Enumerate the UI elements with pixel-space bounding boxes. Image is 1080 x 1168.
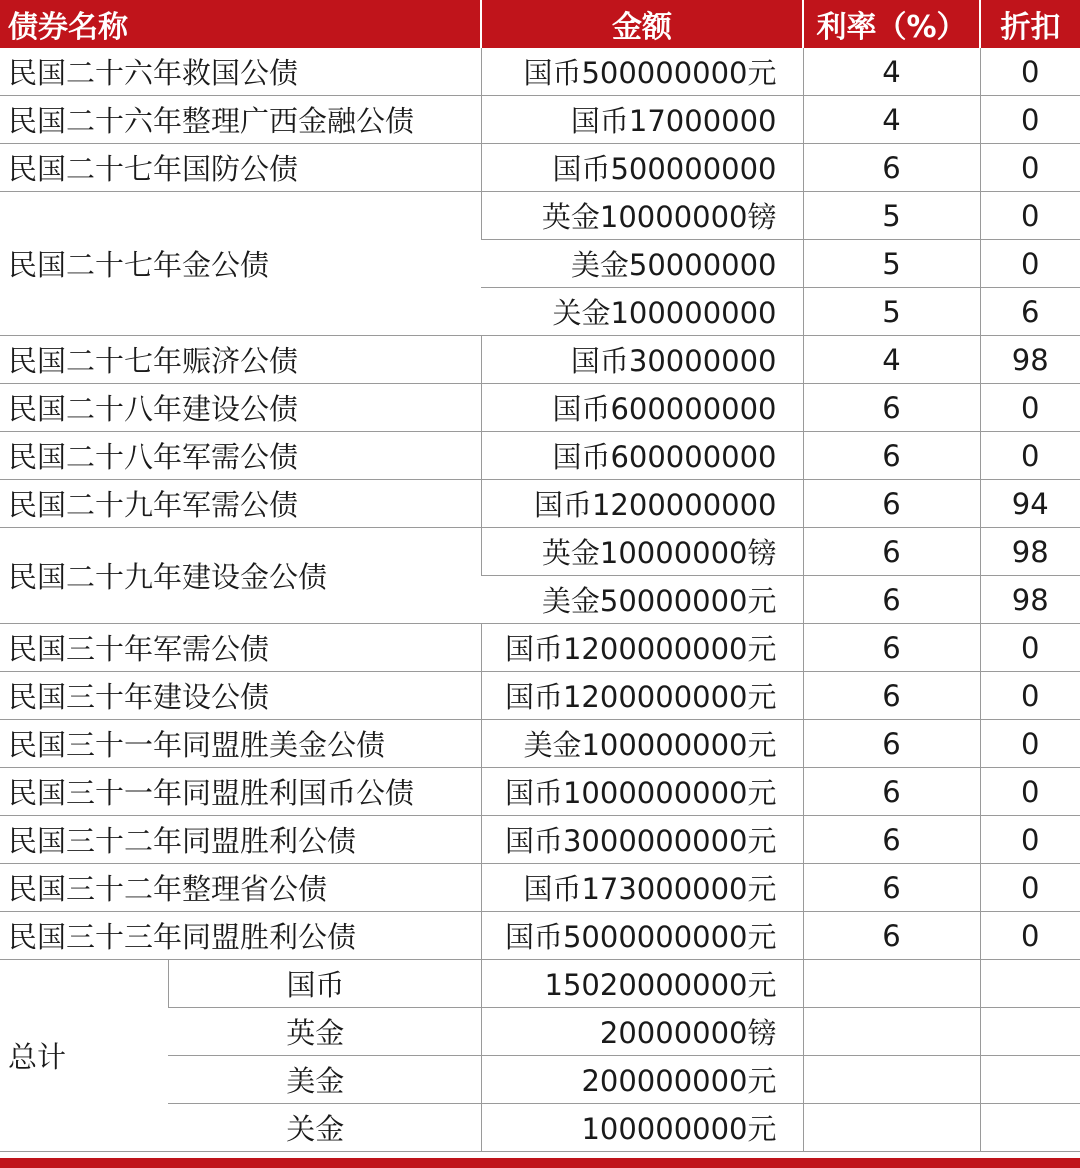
total-discount-empty (980, 1104, 1080, 1152)
table-row (0, 672, 1080, 720)
bond-name-cell: 民国二十八年建设公债 (0, 384, 481, 432)
total-currency-cell: 国币 (168, 960, 481, 1008)
total-currency-cell: 英金 (168, 1008, 481, 1056)
amount-cell: 英金10000000镑 (481, 528, 803, 576)
discount-cell: 0 (980, 240, 1080, 288)
rate-cell: 6 (803, 480, 980, 528)
rate-cell: 6 (803, 912, 980, 960)
rate-cell: 5 (803, 192, 980, 240)
bond-table-body (0, 48, 1080, 1152)
header-row (0, 0, 1080, 48)
amount-cell: 美金50000000 (481, 240, 803, 288)
amount-cell: 国币1000000000元 (481, 768, 803, 816)
amount-cell: 国币500000000 (481, 144, 803, 192)
rate-cell: 6 (803, 528, 980, 576)
bond-name-cell: 民国三十年军需公债 (0, 624, 481, 672)
total-row (0, 960, 1080, 1008)
table-row (0, 816, 1080, 864)
discount-cell: 0 (980, 720, 1080, 768)
header-amount: 金额 (481, 0, 803, 48)
discount-cell: 0 (980, 144, 1080, 192)
total-rate-empty (803, 1056, 980, 1104)
bond-name-cell: 民国三十二年整理省公债 (0, 864, 481, 912)
discount-cell: 0 (980, 432, 1080, 480)
discount-cell: 98 (980, 336, 1080, 384)
rate-cell: 6 (803, 816, 980, 864)
amount-cell: 国币600000000 (481, 384, 803, 432)
total-rate-empty (803, 1104, 980, 1152)
header-rate: 利率（%） (803, 0, 980, 48)
total-amount-cell: 20000000镑 (481, 1008, 803, 1056)
total-rate-empty (803, 1008, 980, 1056)
discount-cell: 0 (980, 48, 1080, 96)
amount-cell: 美金100000000元 (481, 720, 803, 768)
bond-name-cell: 民国二十八年军需公债 (0, 432, 481, 480)
table-row (0, 720, 1080, 768)
discount-cell: 98 (980, 528, 1080, 576)
amount-cell: 国币173000000元 (481, 864, 803, 912)
bond-name-cell: 民国二十六年救国公债 (0, 48, 481, 96)
discount-cell: 0 (980, 192, 1080, 240)
total-currency-cell: 关金 (168, 1104, 481, 1152)
rate-cell: 6 (803, 576, 980, 624)
discount-cell: 0 (980, 672, 1080, 720)
rate-cell: 4 (803, 48, 980, 96)
table-row (0, 48, 1080, 96)
bond-name-cell: 民国三十一年同盟胜美金公债 (0, 720, 481, 768)
bond-name-cell: 民国二十七年赈济公债 (0, 336, 481, 384)
amount-cell: 关金100000000 (481, 288, 803, 336)
table-row (0, 864, 1080, 912)
rate-cell: 5 (803, 240, 980, 288)
rate-cell: 5 (803, 288, 980, 336)
total-label-cell: 总计 (0, 960, 168, 1152)
bond-name-cell: 民国二十九年军需公债 (0, 480, 481, 528)
discount-cell: 98 (980, 576, 1080, 624)
amount-cell: 美金50000000元 (481, 576, 803, 624)
table-row (0, 384, 1080, 432)
rate-cell: 6 (803, 624, 980, 672)
rate-cell: 4 (803, 96, 980, 144)
rate-cell: 4 (803, 336, 980, 384)
discount-cell: 0 (980, 624, 1080, 672)
table-row (0, 528, 1080, 576)
amount-cell: 国币1200000000元 (481, 672, 803, 720)
table-row (0, 144, 1080, 192)
amount-cell: 国币30000000 (481, 336, 803, 384)
discount-cell: 0 (980, 816, 1080, 864)
bond-name-cell: 民国三十年建设公债 (0, 672, 481, 720)
amount-cell: 国币500000000元 (481, 48, 803, 96)
amount-cell: 国币600000000 (481, 432, 803, 480)
rate-cell: 6 (803, 432, 980, 480)
discount-cell: 0 (980, 768, 1080, 816)
footer-bar (0, 1158, 1080, 1168)
rate-cell: 6 (803, 768, 980, 816)
amount-cell: 国币3000000000元 (481, 816, 803, 864)
discount-cell: 0 (980, 384, 1080, 432)
discount-cell: 94 (980, 480, 1080, 528)
total-amount-cell: 100000000元 (481, 1104, 803, 1152)
header-bond-name: 债券名称 (0, 0, 481, 48)
bond-name-cell: 民国二十六年整理广西金融公债 (0, 96, 481, 144)
rate-cell: 6 (803, 144, 980, 192)
total-discount-empty (980, 1008, 1080, 1056)
total-discount-empty (980, 1056, 1080, 1104)
rate-cell: 6 (803, 384, 980, 432)
bond-name-cell: 民国三十三年同盟胜利公债 (0, 912, 481, 960)
bond-name-cell: 民国三十一年同盟胜利国币公债 (0, 768, 481, 816)
table-row (0, 912, 1080, 960)
discount-cell: 6 (980, 288, 1080, 336)
total-rate-empty (803, 960, 980, 1008)
table-row (0, 768, 1080, 816)
table-row (0, 192, 1080, 240)
discount-cell: 0 (980, 96, 1080, 144)
total-amount-cell: 200000000元 (481, 1056, 803, 1104)
rate-cell: 6 (803, 864, 980, 912)
table-row (0, 336, 1080, 384)
amount-cell: 国币1200000000 (481, 480, 803, 528)
table-row (0, 432, 1080, 480)
bond-name-cell: 民国二十九年建设金公债 (0, 528, 481, 624)
table-row (0, 480, 1080, 528)
rate-cell: 6 (803, 672, 980, 720)
amount-cell: 国币17000000 (481, 96, 803, 144)
amount-cell: 国币1200000000元 (481, 624, 803, 672)
header-discount: 折扣 (980, 0, 1080, 48)
bond-name-cell: 民国二十七年国防公债 (0, 144, 481, 192)
table-row (0, 624, 1080, 672)
bond-name-cell: 民国二十七年金公债 (0, 192, 481, 336)
total-discount-empty (980, 960, 1080, 1008)
table-row (0, 96, 1080, 144)
discount-cell: 0 (980, 864, 1080, 912)
discount-cell: 0 (980, 912, 1080, 960)
total-amount-cell: 15020000000元 (481, 960, 803, 1008)
bond-name-cell: 民国三十二年同盟胜利公债 (0, 816, 481, 864)
amount-cell: 英金10000000镑 (481, 192, 803, 240)
rate-cell: 6 (803, 720, 980, 768)
amount-cell: 国币5000000000元 (481, 912, 803, 960)
total-currency-cell: 美金 (168, 1056, 481, 1104)
